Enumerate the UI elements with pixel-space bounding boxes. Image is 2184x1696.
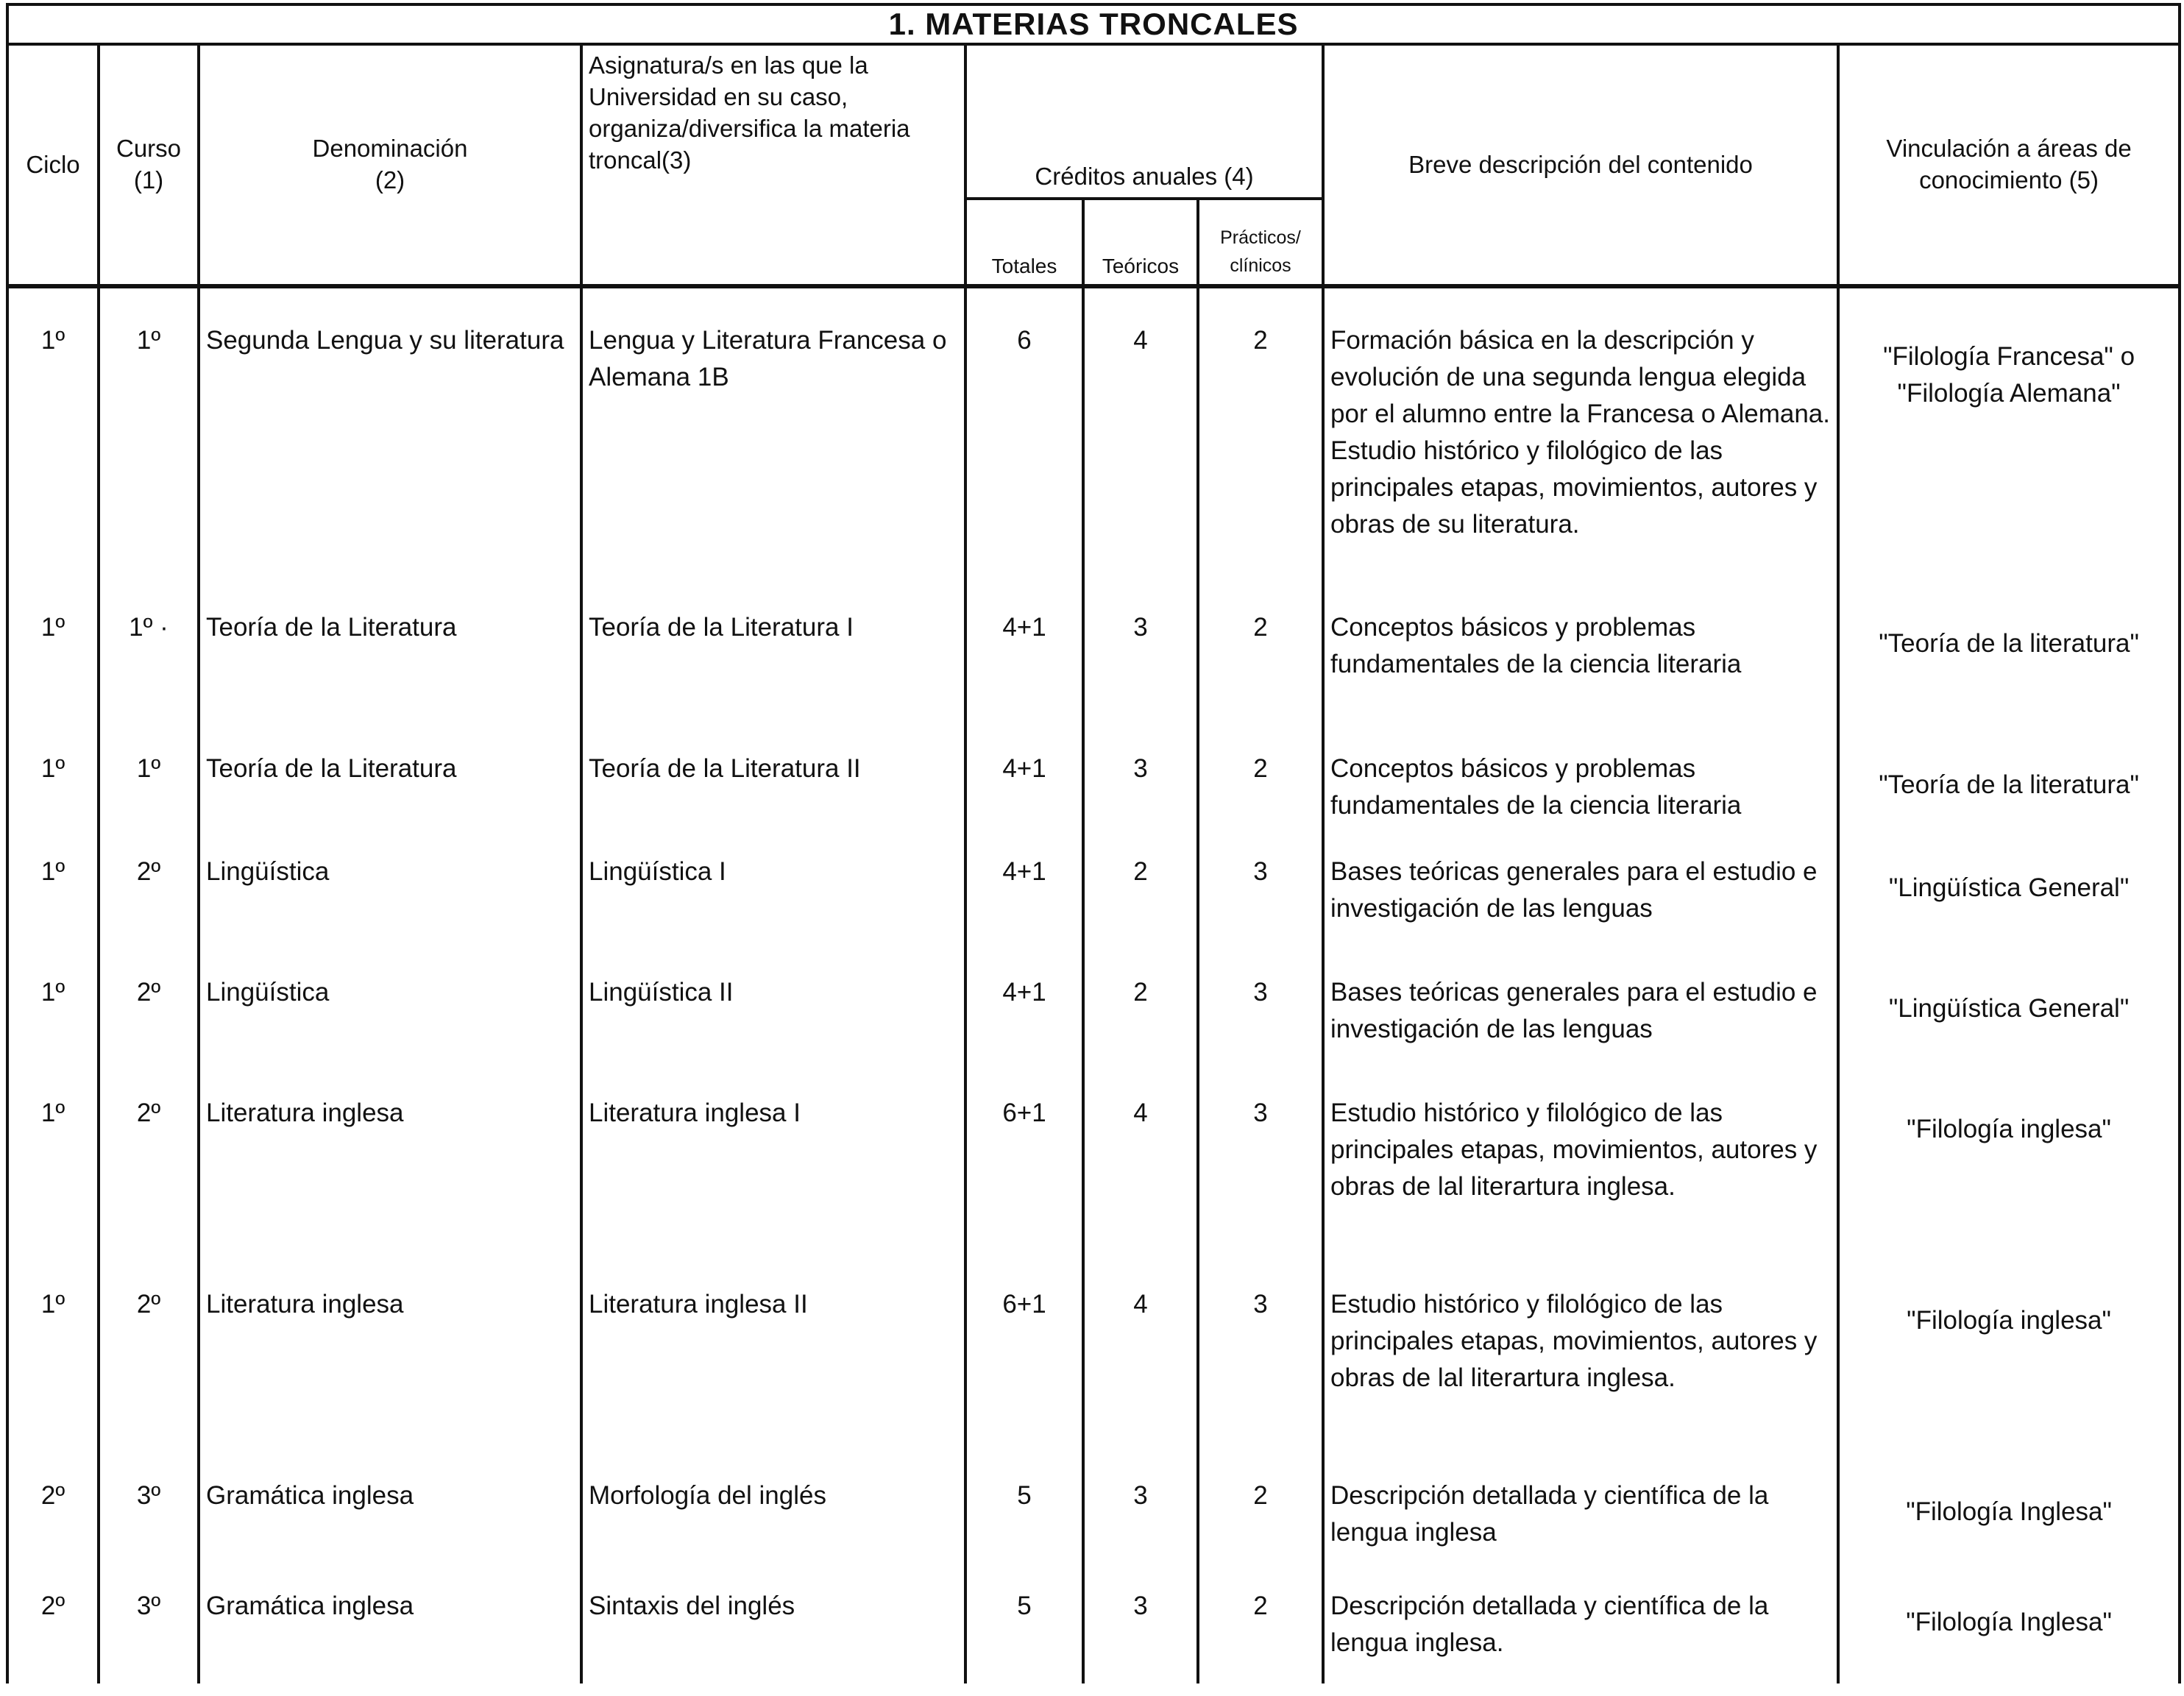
- row-asignatura: Lengua y Literatura Francesa o Alemana 1B: [581, 309, 965, 596]
- row-asignatura: Sintaxis del inglés: [581, 1575, 965, 1683]
- row-asignatura: Teoría de la Literatura I: [581, 596, 965, 737]
- row-teoricos: 2: [1083, 961, 1198, 1082]
- materias-troncales-table: [6, 3, 2181, 1683]
- row-vinculacion: "Filología Inglesa": [1838, 1575, 2180, 1683]
- row-asignatura: Morfología del inglés: [581, 1464, 965, 1575]
- row-ciclo: 1º: [7, 737, 99, 840]
- row-asignatura: Lingüística II: [581, 961, 965, 1082]
- row-teoricos: 4: [1083, 1273, 1198, 1464]
- row-practicos: 2: [1198, 737, 1323, 840]
- header-ciclo: Ciclo: [7, 44, 99, 286]
- row-teoricos: 3: [1083, 737, 1198, 840]
- row-denominacion: Literatura inglesa: [199, 1082, 581, 1273]
- row-curso: 3º: [99, 1464, 199, 1575]
- row-curso: 3º: [99, 1575, 199, 1683]
- row-curso: 1º: [99, 737, 199, 840]
- row-ciclo: 1º: [7, 840, 99, 961]
- row-curso: 2º: [99, 961, 199, 1082]
- row-vinculacion: "Filología Francesa" o "Filología Alemana": [1838, 309, 2180, 596]
- row-practicos: 2: [1198, 309, 1323, 596]
- header-curso: [99, 44, 199, 286]
- curriculum-table-sheet: [6, 3, 2178, 1683]
- row-denominacion: Lingüística: [199, 840, 581, 961]
- row-totales: 6+1: [965, 1273, 1083, 1464]
- row-curso: 1º ·: [99, 596, 199, 737]
- header-descripcion: Breve descripción del contenido: [1323, 44, 1838, 286]
- row-descripcion: Descripción detallada y científica de la lengua inglesa.: [1323, 1575, 1838, 1683]
- row-descripcion: Conceptos básicos y problemas fundamentales de la ciencia literaria: [1323, 737, 1838, 840]
- row-totales: 6+1: [965, 1082, 1083, 1273]
- row-totales: 4+1: [965, 961, 1083, 1082]
- header-totales: Totales: [965, 199, 1083, 286]
- row-teoricos: 2: [1083, 840, 1198, 961]
- row-totales: 6: [965, 309, 1083, 596]
- row-curso: 1º: [99, 309, 199, 596]
- row-ciclo: 1º: [7, 1082, 99, 1273]
- row-practicos: 2: [1198, 596, 1323, 737]
- row-teoricos: 3: [1083, 1575, 1198, 1683]
- row-vinculacion: "Filología inglesa": [1838, 1273, 2180, 1464]
- table-row: [7, 1575, 2180, 1683]
- row-practicos: 3: [1198, 961, 1323, 1082]
- row-descripcion: Estudio histórico y filológico de las principales etapas, movimientos, autores y obras de lal literartura inglesa.: [1323, 1273, 1838, 1464]
- header-teoricos: Teóricos: [1083, 199, 1198, 286]
- row-descripcion: Bases teóricas generales para el estudio e investigación de las lenguas: [1323, 961, 1838, 1082]
- row-totales: 5: [965, 1575, 1083, 1683]
- table-title: 1. MATERIAS TRONCALES: [7, 4, 2180, 44]
- table-row: [7, 596, 2180, 737]
- header-denominacion-label: Denominación: [312, 135, 468, 163]
- row-descripcion: Bases teóricas generales para el estudio e investigación de las lenguas: [1323, 840, 1838, 961]
- row-asignatura: Teoría de la Literatura II: [581, 737, 965, 840]
- row-teoricos: 4: [1083, 309, 1198, 596]
- row-asignatura: Lingüística I: [581, 840, 965, 961]
- row-practicos: 3: [1198, 1273, 1323, 1464]
- row-totales: 4+1: [965, 596, 1083, 737]
- table-row: [7, 1273, 2180, 1464]
- table-row: [7, 737, 2180, 840]
- row-denominacion: Lingüística: [199, 961, 581, 1082]
- row-curso: 2º: [99, 1082, 199, 1273]
- row-vinculacion: "Lingüística General": [1838, 961, 2180, 1082]
- row-denominacion: Gramática inglesa: [199, 1464, 581, 1575]
- row-ciclo: 2º: [7, 1575, 99, 1683]
- row-vinculacion: "Filología Inglesa": [1838, 1464, 2180, 1575]
- row-practicos: 3: [1198, 1082, 1323, 1273]
- row-denominacion: Teoría de la Literatura: [199, 596, 581, 737]
- row-vinculacion: "Teoría de la literatura": [1838, 596, 2180, 737]
- row-practicos: 3: [1198, 840, 1323, 961]
- row-practicos: 2: [1198, 1464, 1323, 1575]
- row-teoricos: 3: [1083, 1464, 1198, 1575]
- row-vinculacion: "Filología inglesa": [1838, 1082, 2180, 1273]
- table-row: [7, 309, 2180, 596]
- header-asignatura: Asignatura/s en las que la Universidad en su caso, organiza/diversifica la materia troncal(3): [581, 44, 965, 286]
- table-row: [7, 1464, 2180, 1575]
- row-descripcion: Conceptos básicos y problemas fundamentales de la ciencia literaria: [1323, 596, 1838, 737]
- row-ciclo: 1º: [7, 309, 99, 596]
- row-descripcion: Descripción detallada y científica de la lengua inglesa: [1323, 1464, 1838, 1575]
- row-ciclo: 1º: [7, 596, 99, 737]
- header-curso-label: Curso: [116, 135, 182, 163]
- row-denominacion: Gramática inglesa: [199, 1575, 581, 1683]
- table-row: [7, 961, 2180, 1082]
- row-asignatura: Literatura inglesa I: [581, 1082, 965, 1273]
- row-descripcion: Estudio histórico y filológico de las principales etapas, movimientos, autores y obras de lal literartura inglesa.: [1323, 1082, 1838, 1273]
- header-vinculacion: Vinculación a áreas de conocimiento (5): [1838, 44, 2180, 286]
- row-teoricos: 4: [1083, 1082, 1198, 1273]
- header-denominacion-note: (2): [375, 166, 405, 194]
- row-vinculacion: "Lingüística General": [1838, 840, 2180, 961]
- header-curso-note: (1): [133, 166, 164, 194]
- row-practicos: 2: [1198, 1575, 1323, 1683]
- row-teoricos: 3: [1083, 596, 1198, 737]
- row-denominacion: Segunda Lengua y su literatura: [199, 309, 581, 596]
- row-totales: 4+1: [965, 737, 1083, 840]
- row-curso: 2º: [99, 1273, 199, 1464]
- row-ciclo: 1º: [7, 961, 99, 1082]
- header-denominacion: [199, 44, 581, 286]
- header-practicos: Prácticos/ clínicos: [1198, 199, 1323, 286]
- row-ciclo: 1º: [7, 1273, 99, 1464]
- table-row: [7, 1082, 2180, 1273]
- row-descripcion: Formación básica en la descripción y evolución de una segunda lengua elegida por el alumno entre la Francesa o Alemana. Estudio histórico y filológico de las principales etapas, movimientos, autores y obras de su literatura.: [1323, 309, 1838, 596]
- row-ciclo: 2º: [7, 1464, 99, 1575]
- row-totales: 5: [965, 1464, 1083, 1575]
- row-curso: 2º: [99, 840, 199, 961]
- row-vinculacion: "Teoría de la literatura": [1838, 737, 2180, 840]
- row-asignatura: Literatura inglesa II: [581, 1273, 965, 1464]
- row-totales: 4+1: [965, 840, 1083, 961]
- row-denominacion: Teoría de la Literatura: [199, 737, 581, 840]
- table-body: [7, 286, 2180, 1683]
- row-denominacion: Literatura inglesa: [199, 1273, 581, 1464]
- table-row: [7, 840, 2180, 961]
- header-creditos: Créditos anuales (4): [965, 44, 1323, 199]
